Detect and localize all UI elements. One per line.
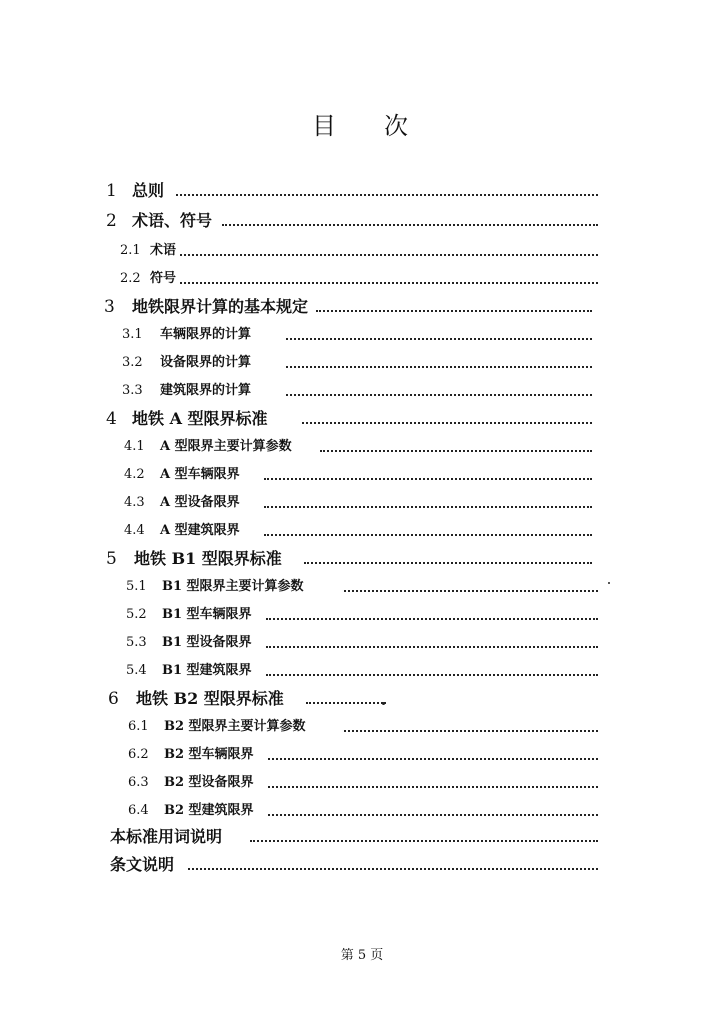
- dot-leader: [264, 506, 592, 508]
- toc-entry-label: 本标准用词说明: [110, 827, 223, 846]
- dot-leader: [286, 394, 592, 396]
- toc-entry[interactable]: [0, 380, 724, 402]
- toc-entry[interactable]: [0, 800, 724, 822]
- toc-entry-number: 6.2: [128, 747, 149, 762]
- toc-entry[interactable]: [0, 436, 724, 458]
- toc-entry-number: 1: [106, 181, 117, 201]
- toc-entry-number: 3.1: [122, 327, 143, 342]
- toc-entry-number: 6: [108, 689, 119, 709]
- title-char-1: 目: [312, 112, 336, 140]
- toc-entry-number: 5.3: [126, 635, 147, 650]
- dot-leader: [302, 422, 592, 424]
- toc-entry-label: B1 型建筑限界: [162, 663, 252, 678]
- dot-leader: [268, 814, 598, 816]
- dot-leader: [264, 478, 592, 480]
- toc-entry[interactable]: [0, 180, 724, 202]
- toc-entry[interactable]: [0, 324, 724, 346]
- toc-entry-number: 4.3: [124, 495, 145, 510]
- toc-entry[interactable]: [0, 688, 724, 710]
- dot-leader: [344, 730, 598, 732]
- toc-entry[interactable]: [0, 576, 724, 598]
- dot-leader: [266, 618, 598, 620]
- toc-entry-label: B2 型限界主要计算参数: [164, 719, 306, 734]
- toc-entry-number: 4.4: [124, 523, 145, 538]
- toc-entry-number: 4.1: [124, 439, 145, 454]
- toc-entry-number: 6.4: [128, 803, 149, 818]
- toc-entry-number: 6.1: [128, 719, 149, 734]
- toc-entry-label: B1 型车辆限界: [162, 607, 252, 622]
- toc-entry-number: 4: [106, 409, 117, 429]
- toc-entry-number: 3.2: [122, 355, 143, 370]
- toc-entry[interactable]: [0, 464, 724, 486]
- toc-entry-label: A 型车辆限界: [160, 467, 240, 482]
- toc-entry-label: 车辆限界的计算: [160, 327, 252, 342]
- toc-entry-label: 设备限界的计算: [160, 355, 252, 370]
- toc-entry-number: 6.3: [128, 775, 149, 790]
- toc-entry-number: 2.1: [120, 243, 141, 258]
- toc-entry-label: A 型建筑限界: [160, 523, 240, 538]
- toc-entry[interactable]: [0, 268, 724, 290]
- toc-entry[interactable]: [0, 492, 724, 514]
- dot-leader: [320, 450, 592, 452]
- dot-leader: [266, 646, 598, 648]
- toc-entry[interactable]: [0, 632, 724, 654]
- scan-speck: [608, 582, 610, 584]
- toc-entry[interactable]: [0, 240, 724, 262]
- dot-leader: [180, 254, 598, 256]
- toc-entry-number: 2: [106, 211, 117, 231]
- toc-entry-label: 地铁 A 型限界标准: [132, 409, 268, 428]
- toc-entry-label: B2 型车辆限界: [164, 747, 254, 762]
- toc-entry[interactable]: [0, 520, 724, 542]
- dot-leader: [286, 366, 592, 368]
- toc-entry[interactable]: [0, 296, 724, 318]
- toc-entry[interactable]: [0, 660, 724, 682]
- toc-entry-label: 地铁 B2 型限界标准: [136, 689, 284, 708]
- toc-entry-label: 术语: [150, 243, 177, 258]
- toc-entry-label: 术语、符号: [132, 211, 213, 230]
- dot-leader: [344, 590, 598, 592]
- toc-entry[interactable]: [0, 854, 724, 876]
- dot-leader: [304, 562, 592, 564]
- toc-entry[interactable]: [0, 548, 724, 570]
- toc-entry[interactable]: [0, 210, 724, 232]
- dot-leader: [268, 758, 598, 760]
- toc-entry-label: B1 型设备限界: [162, 635, 252, 650]
- toc-entry-label: A 型设备限界: [160, 495, 240, 510]
- dot-leader: [264, 534, 592, 536]
- scan-speck: [382, 702, 385, 705]
- toc-entry-number: 3.3: [122, 383, 143, 398]
- toc-entry-number: 4.2: [124, 467, 145, 482]
- toc-entry[interactable]: [0, 716, 724, 738]
- toc-entry[interactable]: [0, 772, 724, 794]
- toc-entry[interactable]: [0, 826, 724, 848]
- dot-leader: [316, 310, 592, 312]
- toc-entry-number: 5.2: [126, 607, 147, 622]
- toc-entry-number: 5.4: [126, 663, 147, 678]
- dot-leader: [286, 338, 592, 340]
- toc-entry-number: 2.2: [120, 271, 141, 286]
- dot-leader: [176, 194, 598, 196]
- toc-entry-label: B2 型建筑限界: [164, 803, 254, 818]
- toc-entry-number: 3: [104, 297, 115, 317]
- toc-entry-number: 5.1: [126, 579, 147, 594]
- toc-entry-number: 5: [106, 549, 117, 569]
- toc-entry-label: B1 型限界主要计算参数: [162, 579, 304, 594]
- toc-entry[interactable]: [0, 604, 724, 626]
- toc-entry-label: B2 型设备限界: [164, 775, 254, 790]
- toc-entry-label: 条文说明: [110, 855, 175, 874]
- page-number: 第 5 页: [340, 948, 384, 963]
- dot-leader: [222, 224, 598, 226]
- dot-leader: [188, 868, 598, 870]
- toc-entry-label: 符号: [150, 271, 177, 286]
- toc-entry[interactable]: [0, 352, 724, 374]
- toc-entry[interactable]: [0, 744, 724, 766]
- dot-leader: [180, 282, 598, 284]
- toc-entry-label: 建筑限界的计算: [160, 383, 252, 398]
- toc-entry-label: 地铁限界计算的基本规定: [132, 297, 309, 316]
- toc-entry-label: A 型限界主要计算参数: [160, 439, 292, 454]
- dot-leader: [268, 786, 598, 788]
- toc-entry[interactable]: [0, 408, 724, 430]
- toc-entry-label: 地铁 B1 型限界标准: [134, 549, 282, 568]
- dot-leader: [250, 840, 598, 842]
- dot-leader: [266, 674, 598, 676]
- title-char-2: 次: [384, 112, 408, 140]
- dot-leader: [306, 702, 386, 704]
- toc-entry-label: 总则: [132, 181, 165, 200]
